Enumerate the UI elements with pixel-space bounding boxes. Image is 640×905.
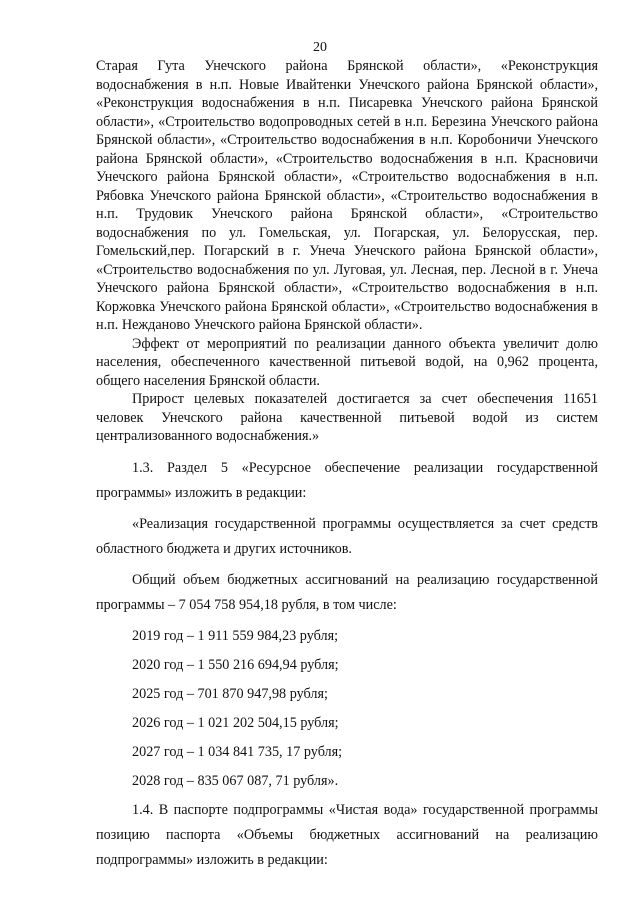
total-volume-paragraph: Общий объем бюджетных ассигнований на реализацию государственной программы – 7 054 758 954,18 рубля, в том числе: (96, 572, 598, 613)
funding-year-2025: 2025 год – 701 870 947,98 рубля; (132, 686, 328, 702)
amendments-block (96, 456, 598, 879)
target-growth-paragraph: Прирост целевых показателей достигается за счет обеспечения 11651 человек Унечского района качественной питьевой водой из систем централизованного водоснабжения.» (96, 391, 598, 444)
funding-year-2027: 2027 год – 1 034 841 735, 17 рубля; (132, 744, 343, 760)
funding-year-2028: 2028 год – 835 067 087, 71 рубля». (132, 773, 339, 789)
funding-year-2020: 2020 год – 1 550 216 694,94 рубля; (132, 657, 339, 673)
continued-text-block (96, 57, 598, 446)
realization-paragraph: «Реализация государственной программы осуществляется за счет средств областного бюджета и других источников. (96, 516, 598, 557)
section-1-4-paragraph: 1.4. В паспорте подпрограммы «Чистая вода» государственной программы позицию паспорта «Объемы бюджетных ассигнований на реализацию подпрограммы» изложить в редакции: (96, 802, 598, 868)
object-list-paragraph: Старая Гута Унечского района Брянской области», «Реконструкция водоснабжения в н.п. Новые Ивайтенки Унечского района Брянской области», «Реконструкция водоснабжения в н.п. Писаревка Унечского района Брянской области», «Строительство водопроводных сетей в н.п. Березина Унечского района Брянской области», «Строительство водоснабжения в н.п. Коробоничи Унечского района Брянской области», «Строительство водоснабжения в н.п. Красновичи Унечского района Брянской области», «Строительство водоснабжения в н.п. Рябовка Унечского района Брянской области», «Строительство водоснабжения в н.п. Трудовик Унечского района Брянской области», «Строительство водоснабжения по ул. Гомельская, ул. Погарская, ул. Белорусская, пер. Гомельский,пер. Погарский в г. Унеча Унечского района Брянской области», «Строительство водоснабжения по ул. Луговая, ул. Лесная, пер. Лесной в г. Унеча Унечского района Брянской области», «Строительство водоснабжения в н.п. Коржовка Унечского района Брянской области», «Строительство водоснабжения в н.п. Нежданово Унечского района Брянской области». (96, 58, 598, 333)
effect-paragraph: Эффект от мероприятий по реализации данного объекта увеличит долю населения, обеспеченного качественной питьевой водой, на 0,962 процента, общего населения Брянской области. (96, 335, 598, 389)
page-number: 20 (313, 40, 327, 55)
section-1-3-paragraph: 1.3. Раздел 5 «Ресурсное обеспечение реализации государственной программы» изложить в редакции: (96, 460, 598, 501)
funding-year-2026: 2026 год – 1 021 202 504,15 рубля; (132, 715, 339, 731)
funding-year-2019: 2019 год – 1 911 559 984,23 рубля; (132, 628, 339, 644)
